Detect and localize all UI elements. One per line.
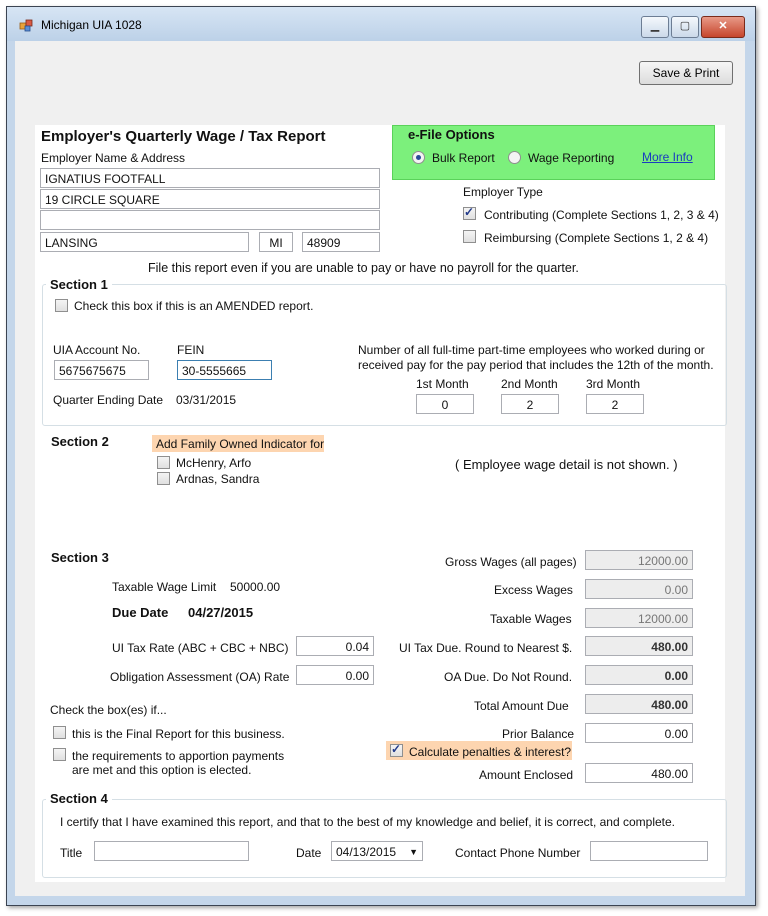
family-owned-label: Add Family Owned Indicator for <box>156 437 325 451</box>
taxable-wage-limit-label: Taxable Wage Limit <box>112 580 217 594</box>
date-picker[interactable] <box>331 841 423 861</box>
amended-checkbox[interactable] <box>55 299 68 312</box>
uia-account-input[interactable]: 5675675675 <box>54 360 149 380</box>
quarter-ending-value: 03/31/2015 <box>176 393 237 407</box>
employer-name-input[interactable]: IGNATIUS FOOTFALL <box>40 168 380 188</box>
month3-input[interactable]: 2 <box>586 394 644 414</box>
month3-label: 3rd Month <box>586 377 641 391</box>
family-owned-checkbox-2[interactable] <box>157 472 170 485</box>
check-boxes-if-label: Check the box(es) if... <box>50 703 167 717</box>
prior-balance-label: Prior Balance <box>502 727 575 741</box>
ui-tax-rate-input[interactable]: 0.04 <box>296 636 374 656</box>
employees-note-line2: received pay for the pay period that includes the 12th of the month. <box>358 358 714 372</box>
employer-address1-input[interactable]: 19 CIRCLE SQUARE <box>40 189 380 209</box>
city-input[interactable]: LANSING <box>40 232 249 252</box>
family-owned-employee-2: Ardnas, Sandra <box>176 472 260 486</box>
employer-address2-input[interactable] <box>40 210 380 230</box>
efile-title: e-File Options <box>408 127 495 142</box>
contact-phone-input[interactable] <box>590 841 708 861</box>
app-icon <box>19 18 35 32</box>
due-date-value: 04/27/2015 <box>188 605 254 620</box>
contributing-checkbox[interactable] <box>463 207 476 220</box>
oa-rate-label: Obligation Assessment (OA) Rate <box>110 670 290 684</box>
quarter-ending-label: Quarter Ending Date <box>53 393 164 407</box>
bulk-report-label: Bulk Report <box>432 151 495 165</box>
oa-rate-input[interactable]: 0.00 <box>296 665 374 685</box>
total-amount-due-label: Total Amount Due <box>474 699 569 713</box>
title-label: Title <box>60 846 83 860</box>
contributing-label: Contributing (Complete Sections 1, 2, 3 & 4) <box>484 208 719 222</box>
oa-due-field: 0.00 <box>585 665 693 685</box>
maximize-button[interactable] <box>671 16 699 38</box>
oa-due-label: OA Due. Do Not Round. <box>444 670 573 684</box>
family-owned-checkbox-1[interactable] <box>157 456 170 469</box>
wage-reporting-radio[interactable] <box>508 151 521 164</box>
section4-group <box>42 799 727 878</box>
state-input[interactable]: MI <box>259 232 293 252</box>
maximize-icon: ▢ <box>679 20 691 32</box>
taxable-wage-limit-value: 50000.00 <box>230 580 281 594</box>
due-date-label: Due Date <box>112 605 169 620</box>
title-input[interactable] <box>94 841 249 861</box>
month1-input[interactable]: 0 <box>416 394 474 414</box>
employer-type-label: Employer Type <box>463 185 543 199</box>
fein-label: FEIN <box>177 343 205 357</box>
penalties-checkbox[interactable] <box>390 744 403 757</box>
apportion-label-line1: the requirements to apportion payments <box>72 749 285 763</box>
minimize-icon: ▁ <box>650 20 660 32</box>
final-report-checkbox[interactable] <box>53 726 66 739</box>
apportion-label-line2: are met and this option is elected. <box>72 763 252 777</box>
reimbursing-checkbox[interactable] <box>463 230 476 243</box>
prior-balance-input[interactable]: 0.00 <box>585 723 693 743</box>
final-report-label: this is the Final Report for this business. <box>72 727 285 741</box>
excess-wages-field: 0.00 <box>585 579 693 599</box>
title-bar[interactable] <box>7 7 755 41</box>
bulk-report-radio[interactable] <box>412 151 425 164</box>
taxable-wages-field: 12000.00 <box>585 608 693 628</box>
total-amount-due-field: 480.00 <box>585 694 693 714</box>
month1-label: 1st Month <box>416 377 469 391</box>
amount-enclosed-input[interactable]: 480.00 <box>585 763 693 783</box>
wage-reporting-label: Wage Reporting <box>528 151 615 165</box>
ui-tax-due-label: UI Tax Due. Round to Nearest $. <box>399 641 573 655</box>
save-print-button[interactable]: Save & Print <box>639 61 733 85</box>
report-title: Employer's Quarterly Wage / Tax Report <box>41 128 326 145</box>
section4-title: Section 4 <box>46 791 112 806</box>
employees-note-line1: Number of all full-time part-time employees who worked during or <box>358 343 705 357</box>
file-notice: File this report even if you are unable to pay or have no payroll for the quarter. <box>148 261 579 275</box>
gross-wages-label: Gross Wages (all pages) <box>445 555 577 569</box>
amended-label: Check this box if this is an AMENDED report. <box>74 299 314 313</box>
more-info-link[interactable]: More Info <box>642 150 693 164</box>
excess-wages-label: Excess Wages <box>494 583 573 597</box>
gross-wages-field: 12000.00 <box>585 550 693 570</box>
uia-account-label: UIA Account No. <box>53 343 141 357</box>
zip-input[interactable]: 48909 <box>302 232 380 252</box>
reimbursing-label: Reimbursing (Complete Sections 1, 2 & 4) <box>484 231 709 245</box>
section1-title: Section 1 <box>46 277 112 292</box>
apportion-checkbox[interactable] <box>53 748 66 761</box>
date-value: 04/13/2015 <box>336 845 397 859</box>
ui-tax-due-field: 480.00 <box>585 636 693 656</box>
date-label: Date <box>296 846 322 860</box>
fein-input[interactable]: 30-5555665 <box>177 360 272 380</box>
contact-phone-label: Contact Phone Number <box>455 846 581 860</box>
month2-label: 2nd Month <box>501 377 558 391</box>
wage-detail-note: ( Employee wage detail is not shown. ) <box>455 457 678 472</box>
window-title: Michigan UIA 1028 <box>41 18 142 32</box>
family-owned-employee-1: McHenry, Arfo <box>176 456 252 470</box>
employer-name-address-label: Employer Name & Address <box>41 151 186 165</box>
taxable-wages-label: Taxable Wages <box>490 612 572 626</box>
amount-enclosed-label: Amount Enclosed <box>479 768 574 782</box>
close-button[interactable] <box>701 16 745 38</box>
certify-statement: I certify that I have examined this report, and that to the best of my knowledge and belief, it is correct, and complete. <box>60 815 675 829</box>
penalties-label: Calculate penalties & interest? <box>409 745 572 759</box>
minimize-button[interactable] <box>641 16 669 38</box>
section2-title: Section 2 <box>51 434 109 449</box>
close-icon: ✕ <box>718 20 728 32</box>
month2-input[interactable]: 2 <box>501 394 559 414</box>
section3-title: Section 3 <box>51 550 109 565</box>
dropdown-arrow-icon: ▼ <box>409 847 418 857</box>
ui-tax-rate-label: UI Tax Rate (ABC + CBC + NBC) <box>112 641 289 655</box>
